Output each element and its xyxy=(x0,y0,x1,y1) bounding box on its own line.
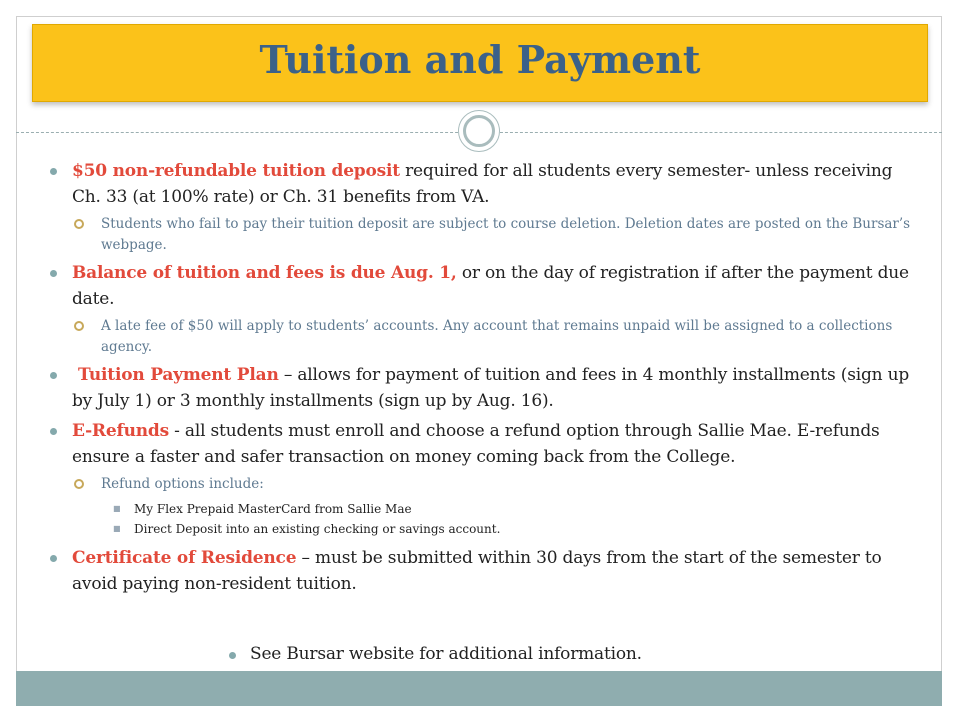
footer-note xyxy=(250,644,642,664)
bullet-certificate-residence xyxy=(40,545,920,597)
refund-option-item xyxy=(40,499,920,519)
bullet-text: or on the day of registration if after the payment due date. xyxy=(72,263,909,309)
bullet-highlight: Certificate of Residence xyxy=(72,548,297,568)
sub-bullet-text: Refund options include: xyxy=(101,476,264,492)
page-title: Tuition and Payment xyxy=(259,37,701,82)
sub-bullet-text: Students who fail to pay their tuition deposit are subject to course deletion. Deletion dates are posted on the Bursar’s webpage. xyxy=(101,216,911,253)
ring-bullet-icon xyxy=(74,321,84,331)
square-bullet-icon: ■ xyxy=(113,504,121,513)
title-bar xyxy=(32,24,928,102)
refund-option-item xyxy=(40,519,920,539)
circle-ring-icon xyxy=(463,115,495,147)
bullet-highlight: E-Refunds xyxy=(72,421,169,441)
bullet-text: – must be submitted within 30 days from the start of the semester to avoid paying non-resident tuition. xyxy=(72,548,882,594)
bullet-highlight: Tuition Payment Plan xyxy=(78,365,279,385)
sub-bullet-refund-options xyxy=(40,474,920,495)
bullet-text: - all students must enroll and choose a refund option through Sallie Mae. E-refunds ensure a faster and safer transaction on money coming back from the College. xyxy=(72,421,880,467)
square-bullet-icon: ■ xyxy=(113,524,121,533)
ring-bullet-icon xyxy=(74,479,84,489)
bullet-highlight: $50 non-refundable tuition deposit xyxy=(72,161,400,181)
circle-ornament-icon xyxy=(458,110,500,152)
bullet-text: required for all students every semester- unless receiving Ch. 33 (at 100% rate) or Ch. 31 benefits from VA. xyxy=(72,161,893,207)
bullet-dot-icon xyxy=(50,270,57,277)
bullet-dot-icon xyxy=(50,372,57,379)
sub-bullet-deletion xyxy=(40,214,920,256)
bullet-e-refunds xyxy=(40,418,920,470)
bullet-highlight: Balance of tuition and fees is due Aug. 1, xyxy=(72,263,457,283)
sub-bullet-text: A late fee of $50 will apply to students’ accounts. Any account that remains unpaid will be assigned to a collections agency. xyxy=(101,318,893,355)
bullet-dot-icon xyxy=(50,555,57,562)
refund-option-text: My Flex Prepaid MasterCard from Sallie Mae xyxy=(134,502,412,516)
footer-band xyxy=(16,671,942,706)
ring-bullet-icon xyxy=(74,219,84,229)
bullet-balance-due xyxy=(40,260,920,312)
footer-text: See Bursar website for additional information. xyxy=(250,644,642,664)
bullet-payment-plan xyxy=(40,362,920,414)
bullet-dot-icon xyxy=(50,168,57,175)
sub-bullet-late-fee xyxy=(40,316,920,358)
bullet-text: – allows for payment of tuition and fees in 4 monthly installments (sign up by July 1) or 3 monthly installments (sign up by Aug. 16). xyxy=(72,365,910,411)
bullet-dot-icon xyxy=(229,652,236,659)
bullet-deposit xyxy=(40,158,920,210)
refund-option-text: Direct Deposit into an existing checking or savings account. xyxy=(134,522,501,536)
content-list xyxy=(40,158,920,601)
bullet-dot-icon xyxy=(50,428,57,435)
